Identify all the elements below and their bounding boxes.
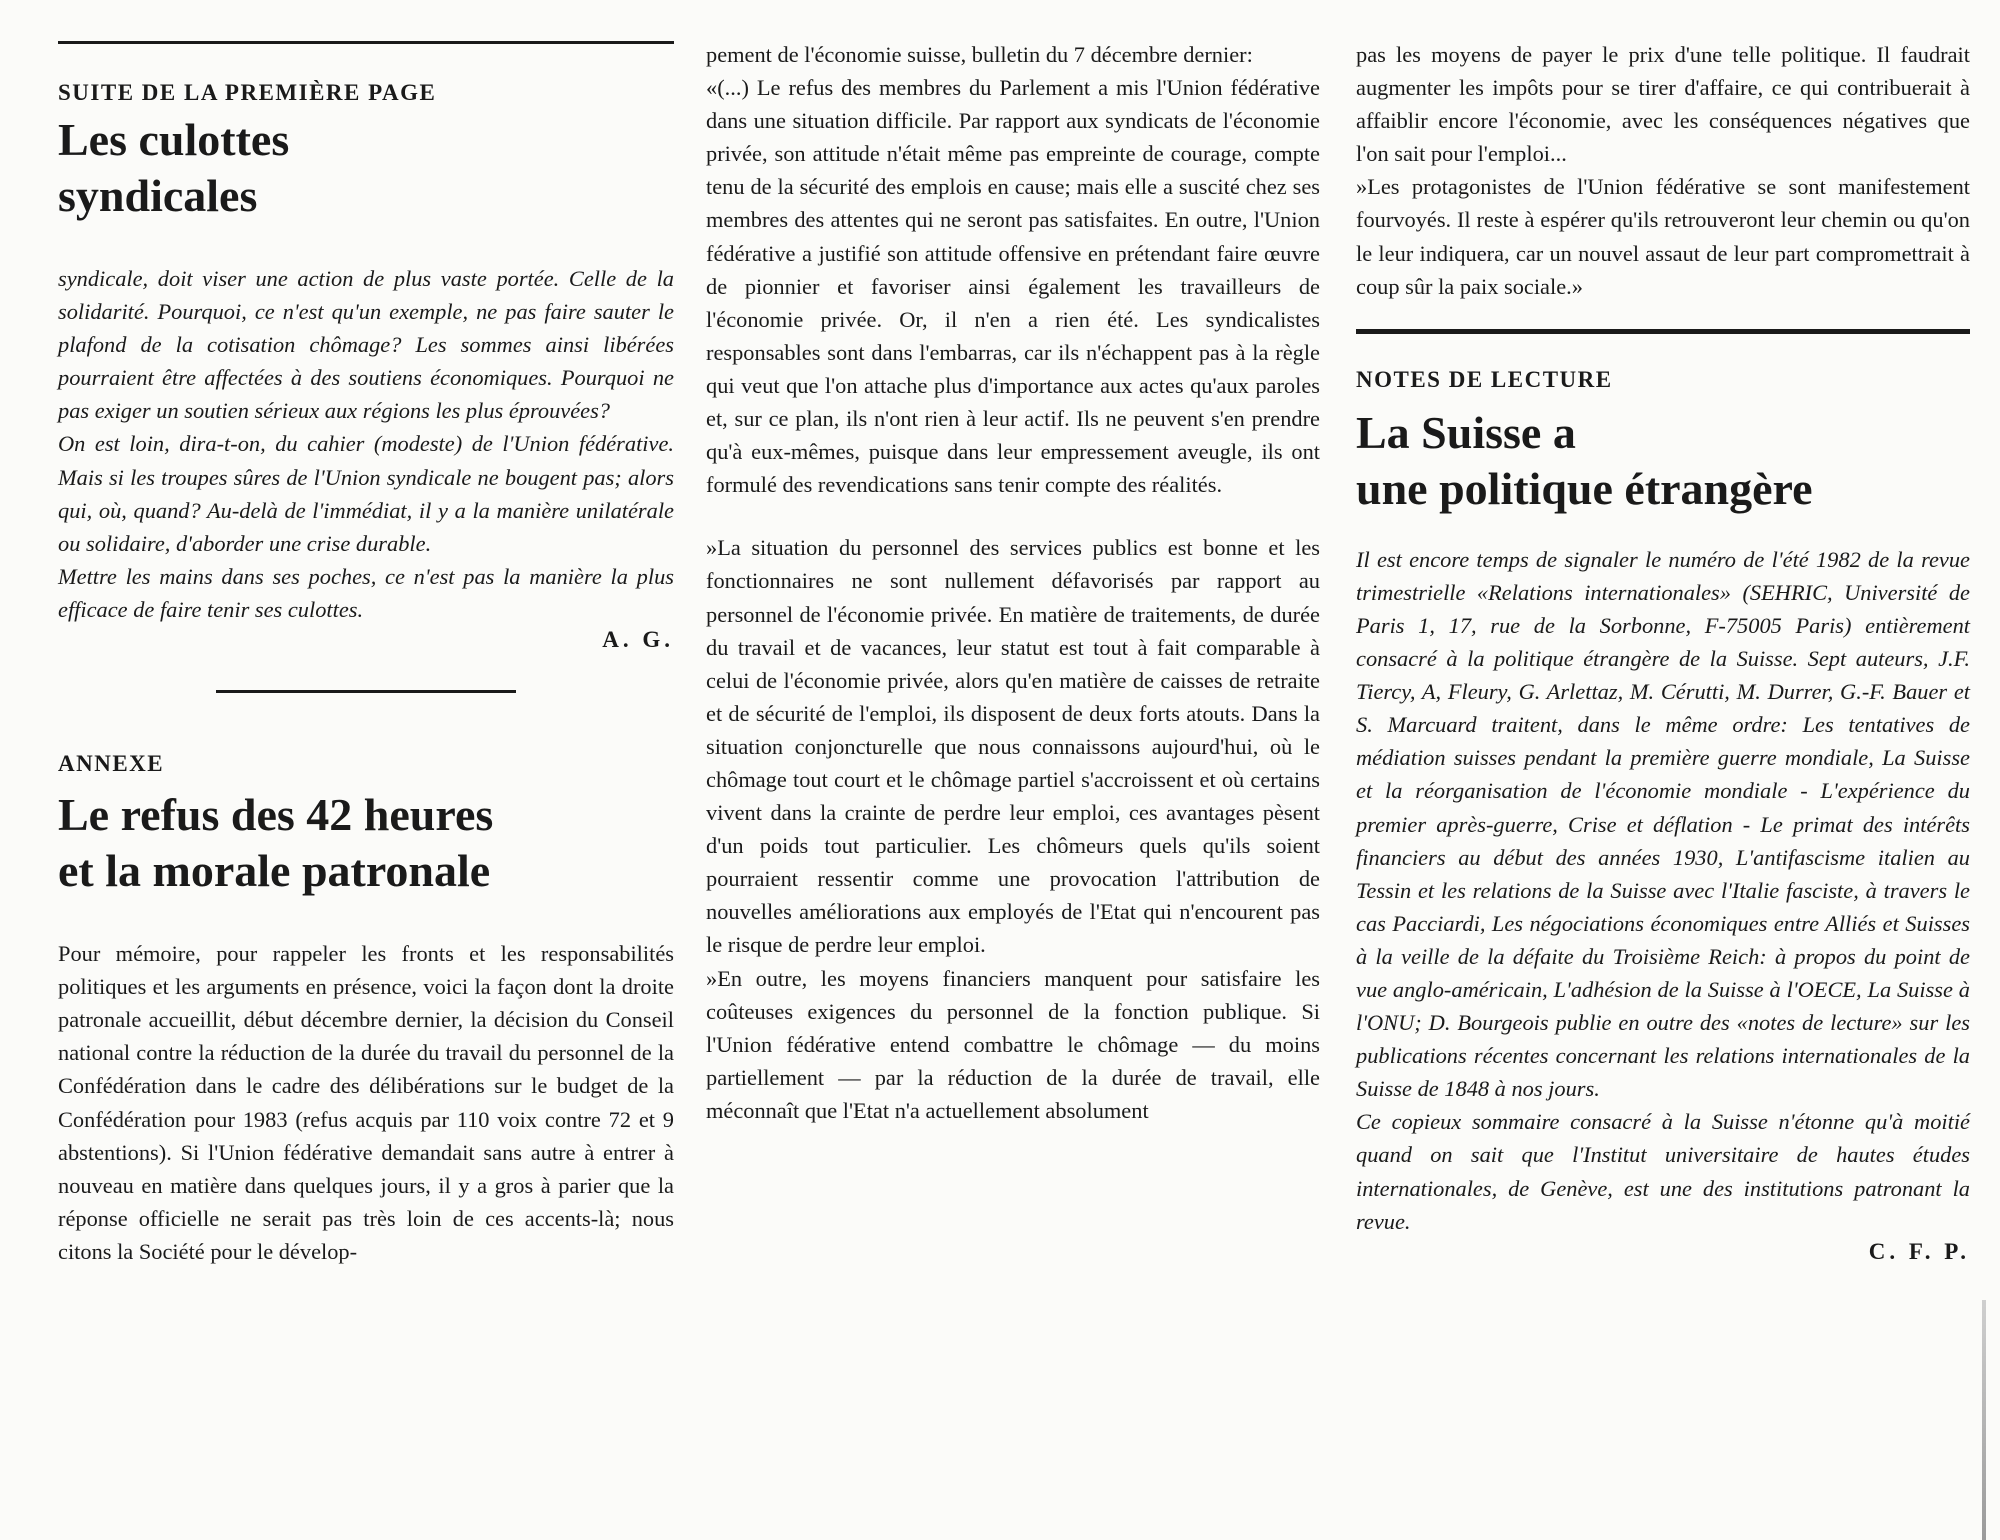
annexe-paragraph-1: Pour mémoire, pour rappeler les fronts et les responsabilités politiques et les arguments en présence, voici la façon dont la droite patronale accueillit, début décembre dernier, la décision du Conseil national contre la réduction de la durée du travail du personnel de la Confédération dans le cadre des délibérations sur le budget de la Confédération pour 1983 (refus acquis par 110 voix contre 72 et 9 abstentions). Si l'Union fédérative demandait sans autre à entrer à nouveau en matière dans quelques jours, il y a gros à parier que la réponse officielle ne serait pas très loin de ces accents-là; nous citons la Société pour le dévelop- xyxy=(58,941,674,1264)
annexe-quote-paragraph-5: »Les protagonistes de l'Union fédérative se sont manifestement fourvoyés. Il reste à espérer qu'ils retrouveront leur chemin ou qu'on le leur indiquera, car un nouvel assaut de leur part compromettrait à coup sûr la paix sociale.» xyxy=(1356,174,1970,299)
culottes-paragraph-1: syndicale, doit viser une action de plus vaste portée. Celle de la solidarité. Pourquoi, ce n'est qu'un exemple, ne pas faire sauter le plafond de la cotisation chômage? Les sommes ainsi libérées pourraient être affectées à des soutiens économiques. Pourquoi ne pas exiger un soutien sérieux aux régions les plus éprouvées? xyxy=(58,266,674,424)
notes-headline xyxy=(1356,405,1970,517)
page-fold-shadow xyxy=(1982,1300,1986,1540)
annexe-paragraph-2: pement de l'économie suisse, bulletin du 7 décembre dernier: xyxy=(706,42,1253,67)
column-1 xyxy=(58,0,674,1268)
notes-headline-line2: une politique étrangère xyxy=(1356,462,1813,514)
notes-top-rule xyxy=(1356,329,1970,334)
culottes-headline-line2: syndicales xyxy=(58,170,258,221)
separator-rule xyxy=(216,690,516,693)
notes-signature: C. F. P. xyxy=(1868,1238,1970,1264)
annexe-quote-paragraph-4: pas les moyens de payer le prix d'une telle politique. Il faudrait augmenter les impôts pour se tirer d'affaire, ce qui contribuerait à affaiblir encore l'économie, avec les conséquences négatives que l'on sait pour l'emploi... xyxy=(1356,42,1970,167)
column-2 xyxy=(706,0,1320,1127)
culottes-headline xyxy=(58,112,674,224)
top-rule xyxy=(58,41,674,44)
culottes-paragraph-2: On est loin, dira-t-on, du cahier (modeste) de l'Union fédérative. Mais si les troupes sûres de l'Union syndicale ne bougent pas; alors qui, où, quand? Au-delà de l'immédiat, il y a la manière unilatérale ou solidaire, d'aborder une crise durable. xyxy=(58,431,674,556)
culottes-kicker: SUITE DE LA PREMIÈRE PAGE xyxy=(58,80,437,105)
annexe-headline-line1: Le refus des 42 heures xyxy=(58,789,494,841)
annexe-headline-line2: et la morale patronale xyxy=(58,845,491,897)
culottes-paragraph-3: Mettre les mains dans ses poches, ce n'est pas la manière la plus efficace de faire tenir ses culottes. xyxy=(58,563,674,622)
annexe-kicker: ANNEXE xyxy=(58,751,165,777)
notes-paragraph-1: Il est encore temps de signaler le numéro de l'été 1982 de la revue trimestrielle «Relations internationales» (SEHRIC, Université de Paris 1, 17, rue de la Sorbonne, F-75005 Paris) entièrement consacré à la politique étrangère de la Suisse. Sept auteurs, J.F. Tiercy, A, Fleury, G. Arlettaz, M. Cérutti, M. Durrer, G.-F. Bauer et S. Marcuard traitent, dans le même ordre: Les tentatives de médiation suisses pendant la première guerre mondiale, La Suisse et la réorganisation de l'économie mondiale - L'expérience du premier après-guerre, Crise et déflation - Le primat des intérêts financiers au début des années 1930, L'antifascisme italien au Tessin et les relations de la Suisse avec l'Italie fasciste, à travers le cas Pacciardi, Les négociations économiques entre Alliés et Suisses à la veille de la défaite du Troisième Reich: à propos du point de vue anglo-américain, L'adhésion de la Suisse à l'OECE, La Suisse à l'ONU; D. Bourgeois publie en outre des «notes de lecture» sur les publications récentes concernant les relations internationales de la Suisse de 1848 à nos jours. xyxy=(1356,546,1970,1102)
notes-headline-line1: La Suisse a xyxy=(1356,406,1576,458)
notes-kicker: NOTES DE LECTURE xyxy=(1356,366,1613,392)
annexe-quote-paragraph-3: »En outre, les moyens financiers manquent pour satisfaire les coûteuses exigences du personnel de la fonction publique. Si l'Union fédérative entend combattre le chômage — du moins partiellement — par la réduction de la durée de travail, elle méconnaît que l'Etat n'a actuellement absolument xyxy=(706,965,1320,1123)
annexe-headline xyxy=(58,787,674,899)
culottes-headline-line1: Les culottes xyxy=(58,114,290,165)
annexe-quote-paragraph-1: «(...) Le refus des membres du Parlement a mis l'Union fédérative dans une situation difficile. Par rapport aux syndicats de l'économie privée, son attitude n'était même pas empreinte de courage, compte tenu de la sécurité des emplois en cause; mais elle a suscité chez ses membres des attentes qui ne seront pas satisfaites. En outre, l'Union fédérative a justifié son attitude offensive en prétendant faire œuvre de pionnier et favoriser ainsi également les travailleurs de l'économie privée. Or, il n'en a rien été. Les syndicalistes responsables sont dans l'embarras, car ils n'échappent pas à la règle qui veut que l'on attache plus d'importance aux actes qu'aux paroles et, sur ce plan, ils n'ont rien à leur actif. Ils ne peuvent s'en prendre qu'à eux-mêmes, puisque dans leur empressement aveugle, ils ont formulé des revendications sans tenir compte des réalités. xyxy=(706,75,1320,498)
column-3 xyxy=(1356,0,1970,1268)
annexe-quote-paragraph-2: »La situation du personnel des services publics est bonne et les fonctionnaires ne sont nullement défavorisés par rapport au personnel de l'économie privée. En matière de traitements, de durée du travail et de vacances, leur statut est tout à fait comparable à celui de l'économie privée, alors qu'en matière de caisses de retraite et de sécurité de l'emploi, ils disposent de deux forts atouts. Dans la situation conjoncturelle que nous connaissons aujourd'hui, où le chômage tout court et le chômage partiel s'accroissent et où certains vivent dans la crainte de perdre leur emploi, ces avantages pèsent d'un poids tout particulier. Les chômeurs quels qu'ils soient pourraient ressentir comme une provocation l'attribution de nouvelles améliorations aux employés de l'Etat qui n'encourent pas le risque de perdre leur emploi. xyxy=(706,535,1320,958)
culottes-signature: A. G. xyxy=(602,627,674,653)
notes-paragraph-2: Ce copieux sommaire consacré à la Suisse n'étonne qu'à moitié quand on sait que l'Institut universitaire de hautes études internationales, de Genève, est une des institutions patronant la revue. xyxy=(1356,1109,1970,1234)
